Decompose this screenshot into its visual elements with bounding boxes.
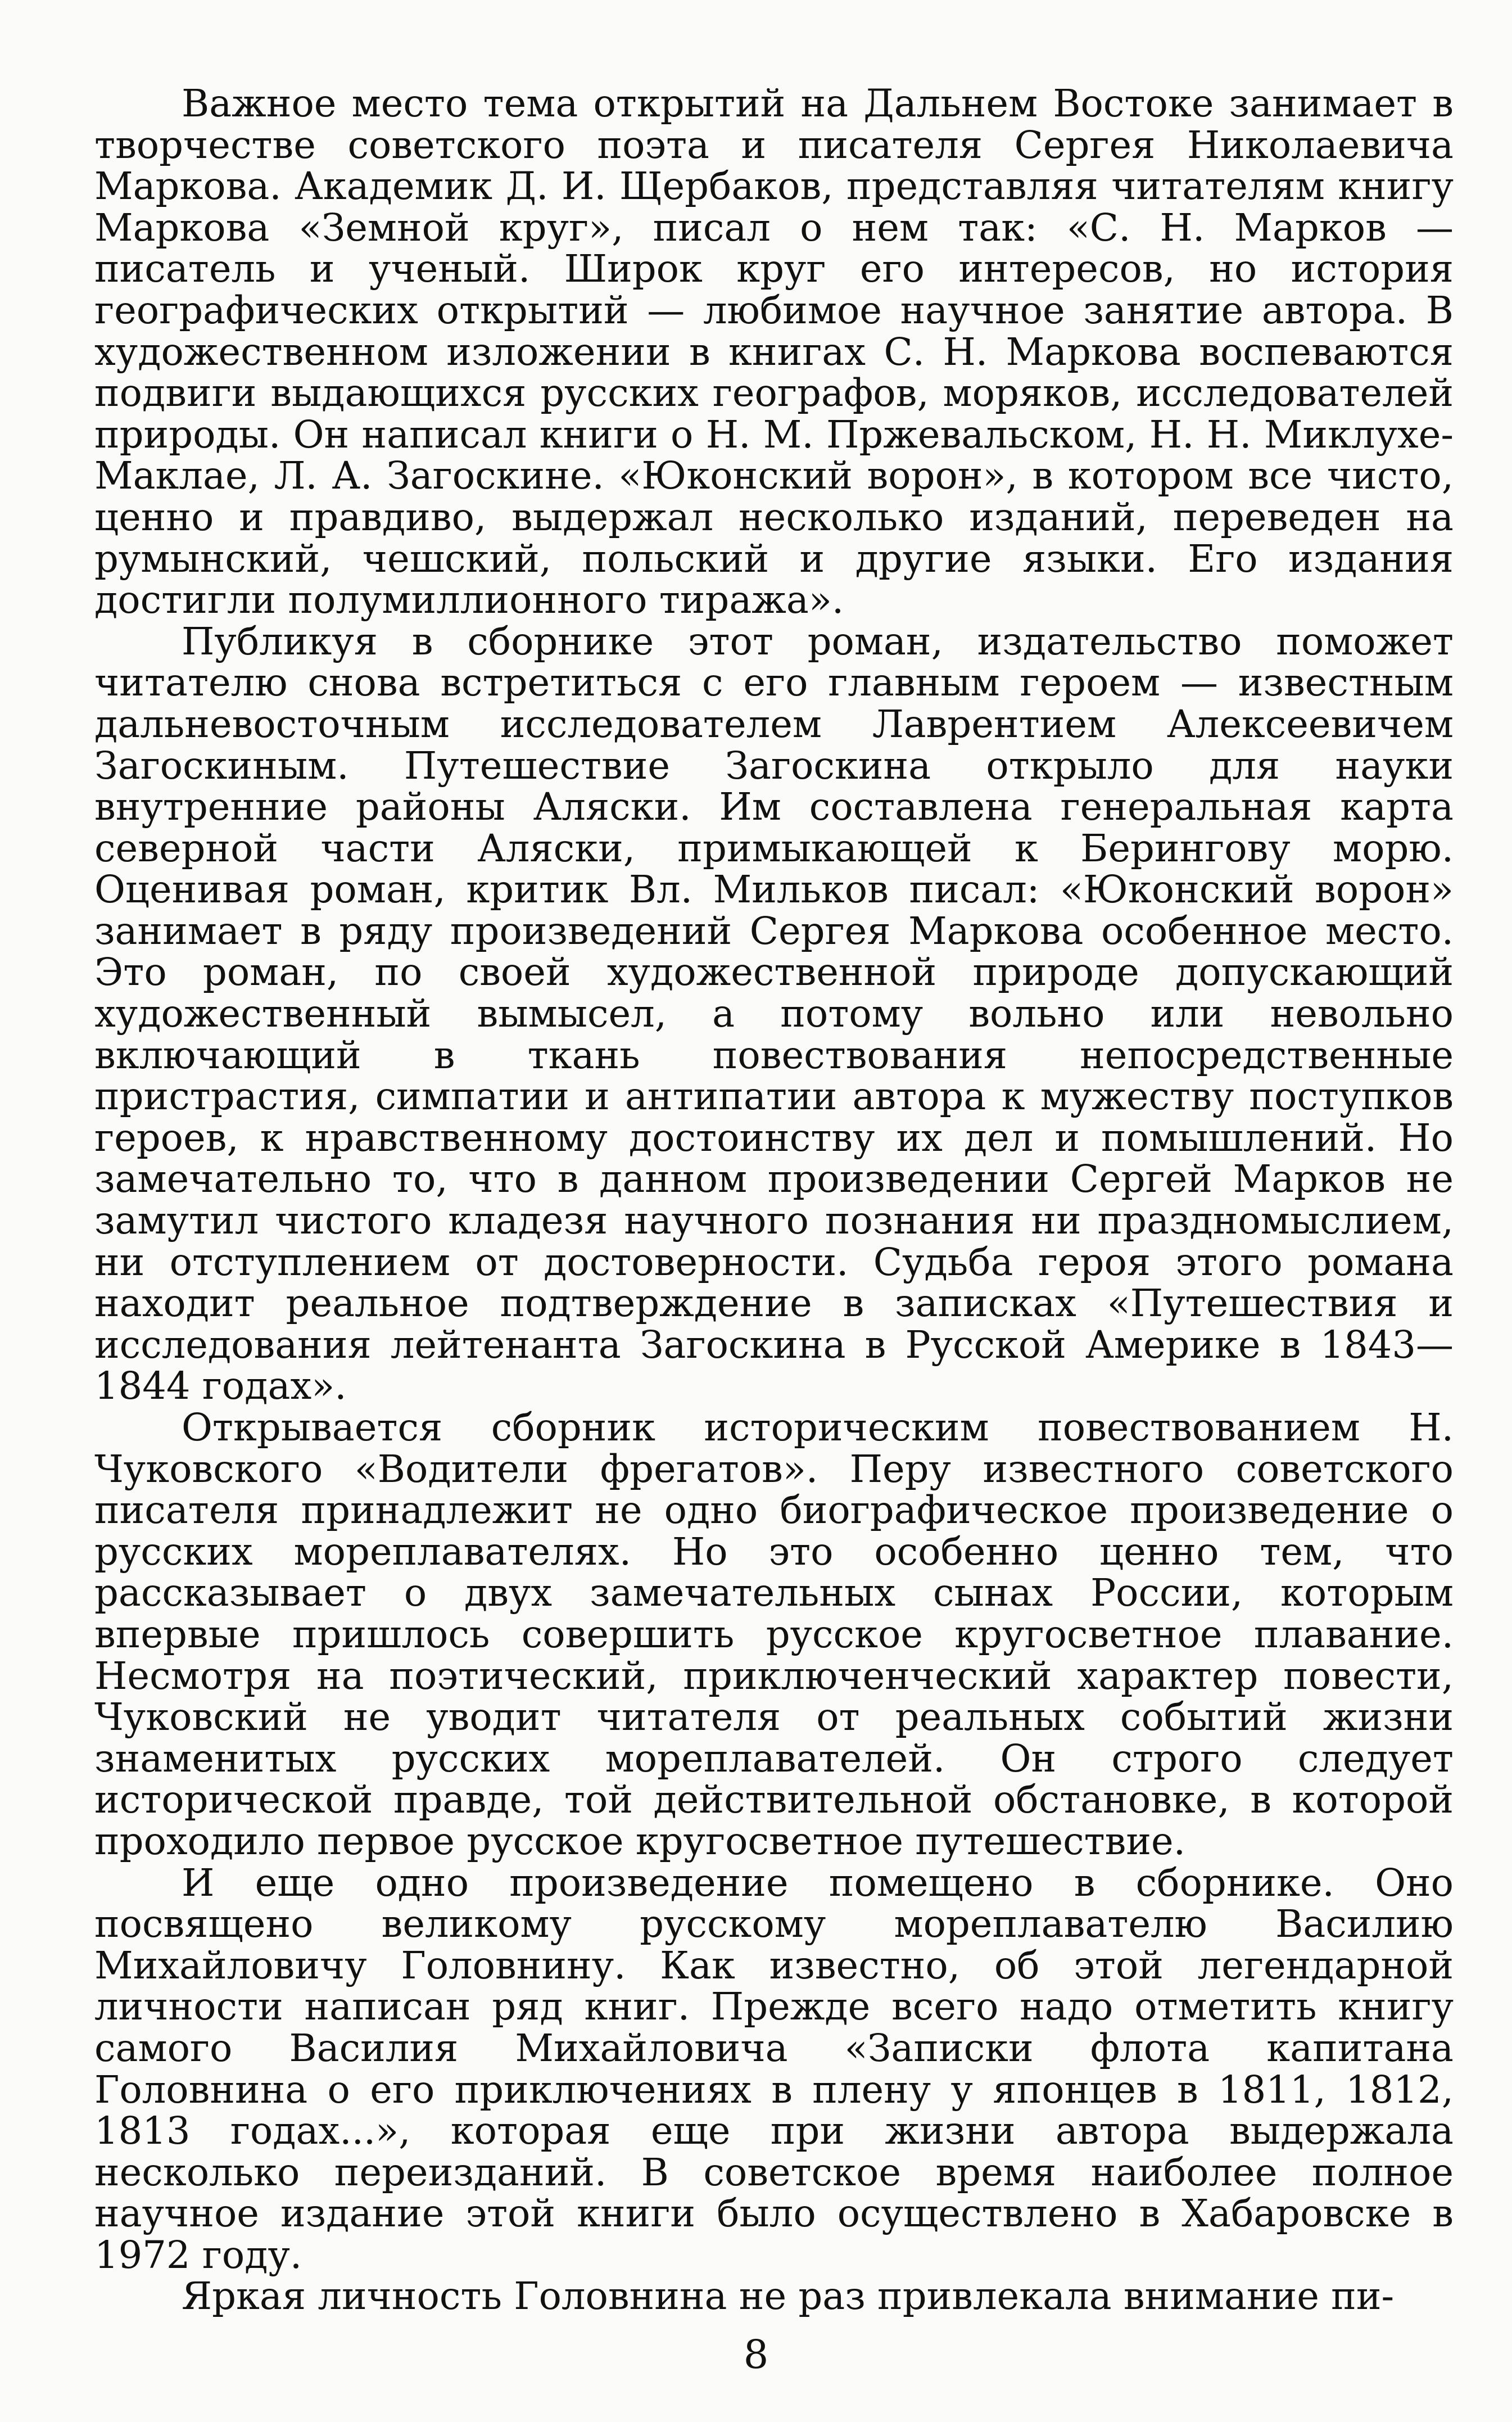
paragraph-zagoskin-novel: Публикуя в сборнике этот роман, издательство поможет читателю снова встретиться с его главным героем — известным дальневосточным исследователем Лаврентием Алексеевичем Загоскиным. Путешествие Загоскина открыло для науки внутренние районы Аляски. Им составлена генеральная карта северной части Аляски, примыкающей к Берингову морю. Оценивая роман, критик Вл. Мильков писал: «Юконский ворон» занимает в ряду произведений Сергея Маркова особенное место. Это роман, по своей художественной природе допускающий художественный вымысел, а потому вольно или невольно включающий в ткань повествования непосредственные пристрастия, симпатии и антипатии автора к мужеству поступков героев, к нравственному достоинству их дел и помышлений. Но замечательно то, что в данном произведении Сергей Марков не замутил чистого кладезя научного познания ни праздномыслием, ни отступлением от достоверности. Судьба героя этого романа находит реальное подтверждение в записках «Путешествия и исследования лейтенанта Загоскина в Русской Америке в 1843—1844 годах».: [94, 619, 1454, 1408]
paragraph-chukovsky-frigates: Открывается сборник историческим повествованием Н. Чуковского «Водители фрегатов». Перу известного советского писателя принадлежит не одно биографическое произведение о русских мореплавателях. Но это особенно ценно тем, что рассказывает о двух замечательных сынах России, которым впервые пришлось совершить русское кругосветное плавание. Несмотря на поэтический, приключенческий характер повести, Чуковский не уводит читателя от реальных событий жизни знаменитых русских мореплавателей. Он строго следует исторической правде, той действительной обстановке, в которой проходило первое русское кругосветное путешествие.: [94, 1406, 1454, 1863]
page-number: 8: [743, 2331, 769, 2378]
paragraph-golovnin: И еще одно произведение помещено в сборнике. Оно посвящено великому русскому мореплавателю Василию Михайловичу Головнину. Как известно, об этой легендарной личности написан ряд книг. Прежде всего надо отметить книгу самого Василия Михайловича «Записки флота капитана Головнина о его приключениях в плену у японцев в 1811, 1812, 1813 годах...», которая еще при жизни автора выдержала несколько переизданий. В советское время наиболее полное научное издание этой книги было осуществлено в Хабаровске в 1972 году.: [94, 1860, 1454, 2277]
paragraph-golovnin-continued: Яркая личность Головнина не раз привлекала внимание пи-: [182, 2274, 1395, 2319]
body-text: [94, 83, 1454, 2317]
paragraph-markov-intro: Важное место тема открытий на Дальнем Востоке занимает в творчестве советского поэта и писателя Сергея Николаевича Маркова. Академик Д. И. Щербаков, представляя читателям книгу Маркова «Земной круг», писал о нем так: «С. Н. Марков — писатель и ученый. Широк круг его интересов, но история географических открытий — любимое научное занятие автора. В художественном изложении в книгах С. Н. Маркова воспеваются подвиги выдающихся русских географов, моряков, исследователей природы. Он написал книги о Н. М. Пржевальском, Н. Н. Миклухе-Маклае, Л. А. Загоскине. «Юконский ворон», в котором все чисто, ценно и правдиво, выдержал несколько изданий, переведен на румынский, чешский, польский и другие языки. Его издания достигли полумиллионного тиража».: [94, 82, 1454, 622]
